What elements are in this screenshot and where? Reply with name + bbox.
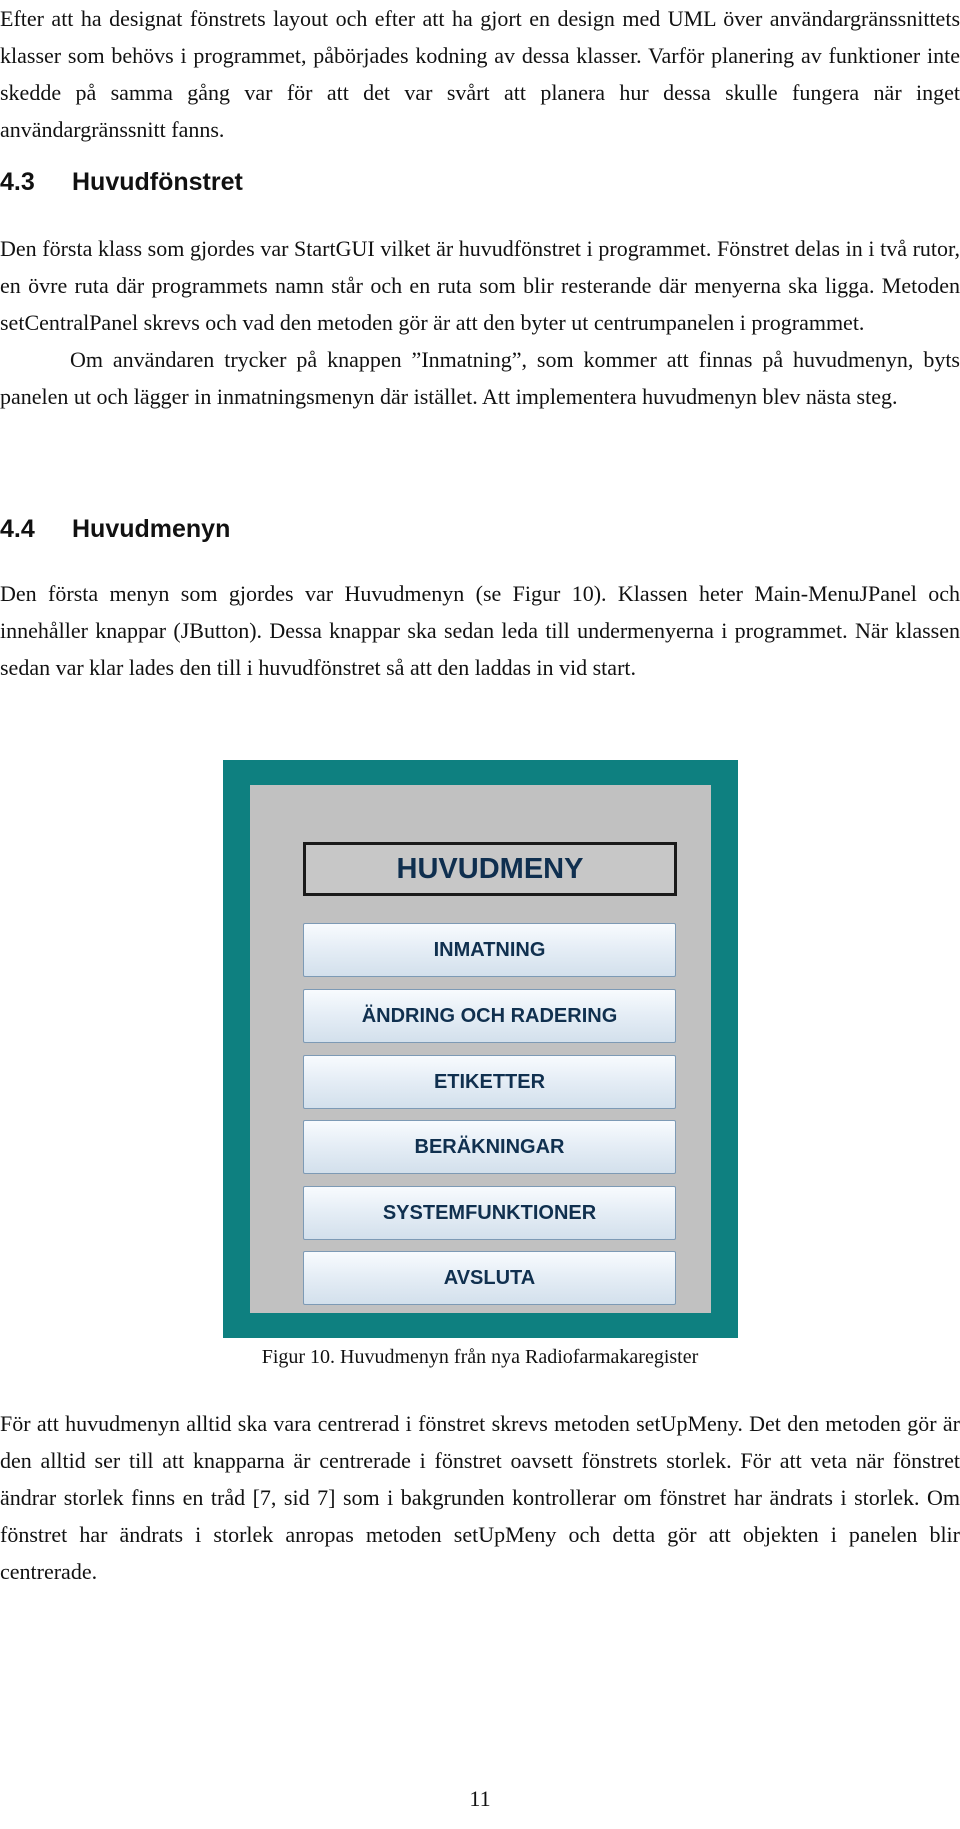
systemfunktioner-button[interactable]: SYSTEMFUNKTIONER [303,1186,676,1240]
andring-och-radering-button[interactable]: ÄNDRING OCH RADERING [303,989,676,1043]
section-4-4-paragraph-1: Den första menyn som gjordes var Huvudmenyn (se Figur 10). Klassen heter Main-MenuJPanel och innehåller knappar (JButton). Dessa knappar ska sedan leda till undermenyerna i programmet. När klassen sedan var klar lades den till i huvudfönstret så att den laddas in vid start. [0,581,960,680]
page-number: 11 [469,1786,491,1811]
section-number: 4.4 [0,515,35,543]
menu-title-label: HUVUDMENY [303,842,677,896]
section-number: 4.3 [0,168,35,196]
main-menu-panel [250,785,711,1313]
closing-paragraph: För att huvudmenyn alltid ska vara centrerad i fönstret skrevs metoden setUpMeny. Det den metoden gör är den alltid ser till att knapparna är centrerade i fönstret oavsett fönstrets storlek. För att veta när fönstret ändrar storlek finns en tråd [7, sid 7] som i bakgrunden kontrollerar om fönstret har ändrats i storlek. Om fönstret har ändrats i storlek anropas metoden setUpMeny och detta gör att objekten i panelen blir centrerade. [0,1411,960,1584]
section-4-3-paragraph-2: Om användaren trycker på knappen ”Inmatning”, som kommer att finnas på huvudmenyn, byts panelen ut och lägger in inmatningsmenyn där istället. Att implementera huvudmenyn blev nästa steg. [0,347,960,409]
closing-section [0,1405,960,1590]
section-heading-4-3 [0,168,243,197]
etiketter-button[interactable]: ETIKETTER [303,1055,676,1109]
avsluta-button[interactable]: AVSLUTA [303,1251,676,1305]
section-title: Huvudfönstret [72,168,243,196]
section-4-4-body [0,575,960,686]
berakningar-button[interactable]: BERÄKNINGAR [303,1120,676,1174]
section-4-3-body [0,230,960,415]
inmatning-button[interactable]: INMATNING [303,923,676,977]
section-title: Huvudmenyn [72,515,231,543]
intro-paragraph: Efter att ha designat fönstrets layout och efter att ha gjort en design med UML över användargränssnittets klasser som behövs i programmet, påbörjades kodning av dessa klasser. Varför planering av funktioner inte skedde på samma gång var för att det var svårt att planera hur dessa skulle fungera när inget användargränssnitt fanns. [0,6,960,142]
section-4-3-paragraph-1: Den första klass som gjordes var StartGUI vilket är huvudfönstret i programmet. Fönstret delas in i två rutor, en övre ruta där programmets namn står och en ruta som blir resterande där menyerna ska ligga. Metoden setCentralPanel skrevs och vad den metoden gör är att den byter ut centrumpanelen i programmet. [0,236,960,335]
main-menu-screenshot-figure [223,760,738,1338]
figure-caption: Figur 10. Huvudmenyn från nya Radiofarmakaregister [261,1346,699,1368]
section-heading-4-4 [0,515,230,544]
